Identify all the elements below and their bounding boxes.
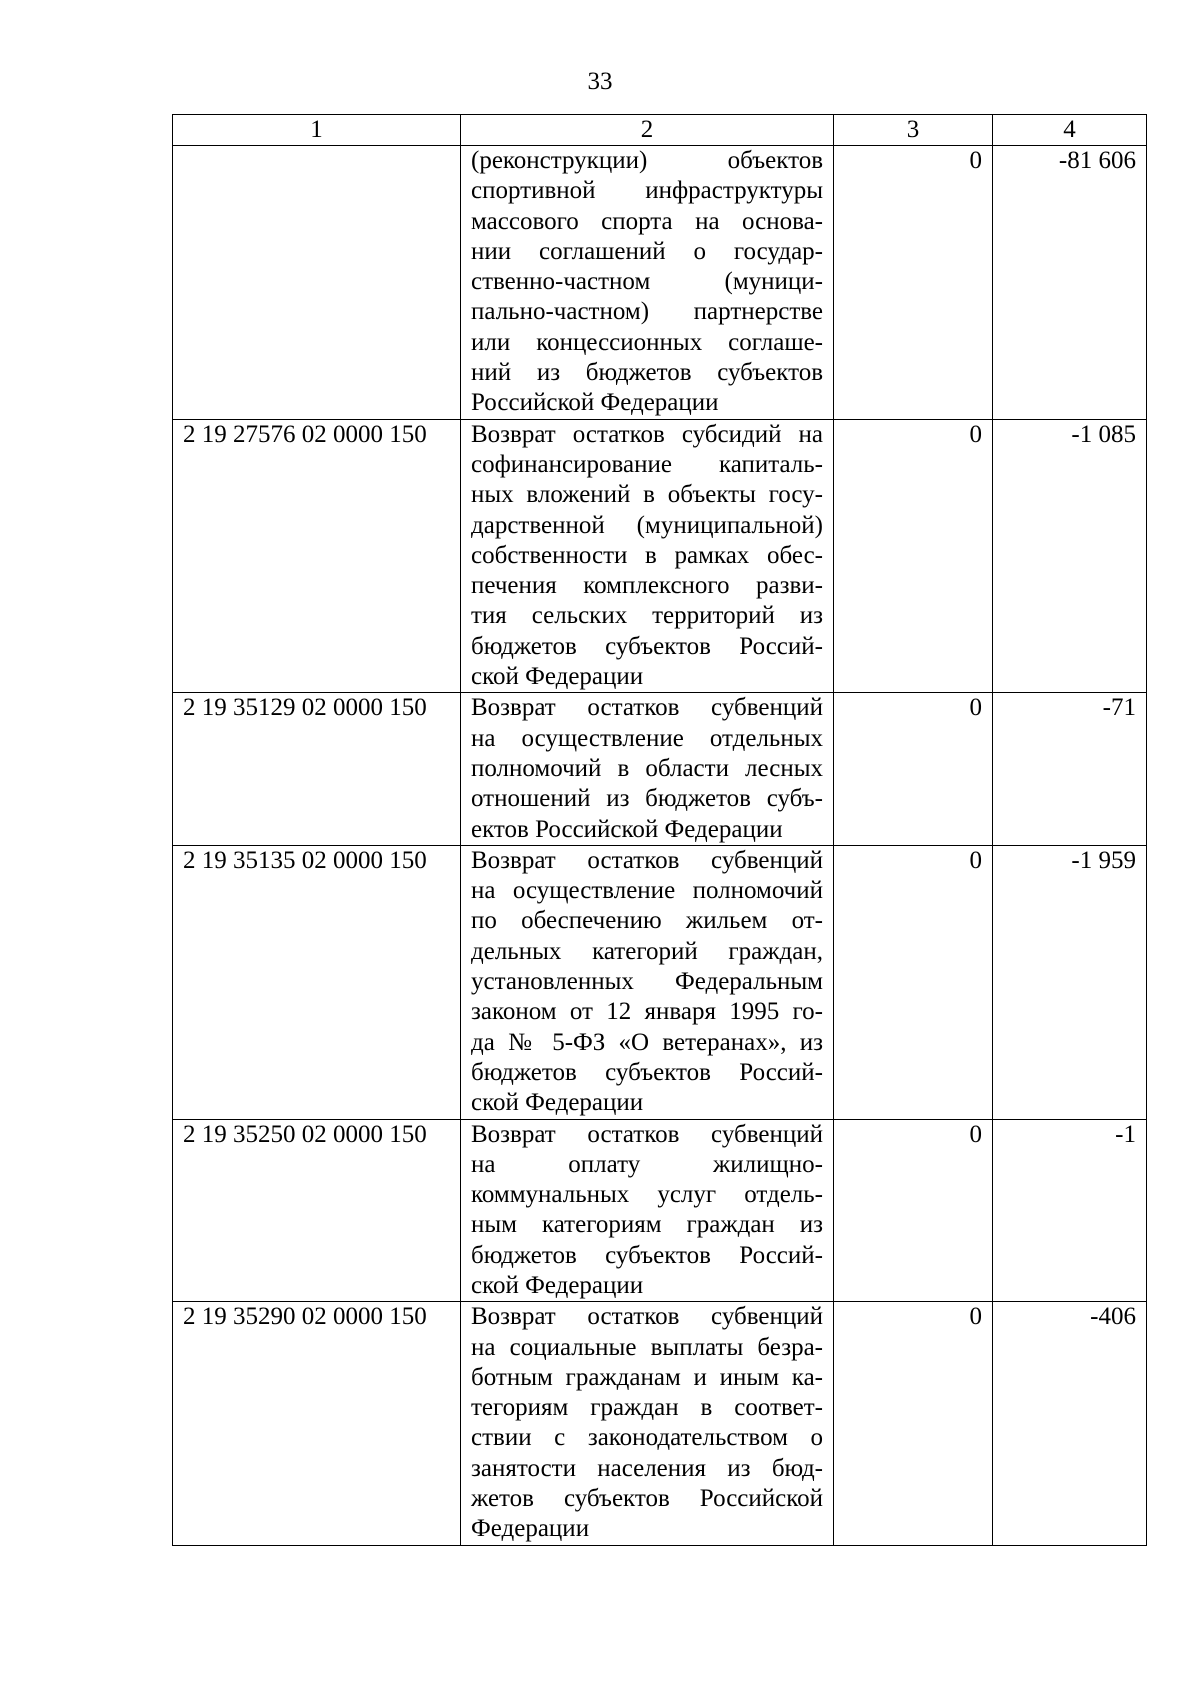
description-cell <box>461 845 834 1119</box>
budget-code-cell: 2 19 27576 02 0000 150 <box>173 419 461 693</box>
table-row <box>173 146 1147 420</box>
description-line: ний из бюджетов субъектов <box>471 359 823 387</box>
page-number: 33 <box>587 68 613 95</box>
column-header: 4 <box>993 115 1147 146</box>
description-line: законом от 12 января 1995 го- <box>471 998 823 1026</box>
description-line: или концессионных соглаше- <box>471 328 823 356</box>
description-line: жетов субъектов Российской <box>471 1485 823 1513</box>
table-row <box>173 845 1147 1119</box>
description-line: Возврат остатков субвенций <box>471 846 823 874</box>
budget-code-cell: 2 19 35135 02 0000 150 <box>173 845 461 1119</box>
description-line: ных вложений в объекты госу- <box>471 481 823 509</box>
description-line: Возврат остатков субсидий на <box>471 420 823 448</box>
description-line: занятости населения из бюд- <box>471 1454 823 1482</box>
description-cell <box>461 1119 834 1302</box>
description-line: полномочий в области лесных <box>471 754 823 782</box>
column-4-value: -406 <box>993 1302 1147 1545</box>
description-line: дельных категорий граждан, <box>471 937 823 965</box>
description-line: дарственной (муниципальной) <box>471 511 823 539</box>
description-line: ным категориям граждан из <box>471 1211 823 1239</box>
description-line: ской Федерации <box>471 1089 644 1117</box>
description-line: Возврат остатков субвенций <box>471 694 823 722</box>
description-line: печения комплексного разви- <box>471 572 823 600</box>
budget-code-cell <box>173 146 461 420</box>
description-cell <box>461 419 834 693</box>
description-line: на осуществление полномочий <box>471 877 823 905</box>
description-line: пально-частном) партнерстве <box>471 298 823 326</box>
description-line: ботным гражданам и иным ка- <box>471 1363 823 1391</box>
table-row <box>173 419 1147 693</box>
description-line: спортивной инфраструктуры <box>471 177 823 205</box>
description-line: ской Федерации <box>471 1271 644 1299</box>
description-line: Возврат остатков субвенций <box>471 1303 823 1331</box>
column-3-value: 0 <box>834 419 993 693</box>
description-line: массового спорта на основа- <box>471 207 823 235</box>
table-row <box>173 1119 1147 1302</box>
column-4-value: -81 606 <box>993 146 1147 420</box>
column-4-value: -1 085 <box>993 419 1147 693</box>
column-3-value: 0 <box>834 1119 993 1302</box>
description-line: на оплату жилищно- <box>471 1150 823 1178</box>
description-line: отношений из бюджетов субъ- <box>471 785 823 813</box>
description-line: тия сельских территорий из <box>471 602 823 630</box>
description-line: на социальные выплаты безра- <box>471 1333 823 1361</box>
column-3-value: 0 <box>834 1302 993 1545</box>
description-line: Возврат остатков субвенций <box>471 1120 823 1148</box>
description-line: на осуществление отдельных <box>471 724 823 752</box>
description-line: нии соглашений о государ- <box>471 237 823 265</box>
description-line: (реконструкции) объектов <box>471 147 823 174</box>
description-line: бюджетов субъектов Россий- <box>471 1058 823 1086</box>
table-header-row <box>173 115 1147 146</box>
description-line: ствии с законодательством о <box>471 1424 823 1452</box>
description-cell <box>461 693 834 845</box>
description-line: ственно-частном (муници- <box>471 268 823 296</box>
column-header: 3 <box>834 115 993 146</box>
description-line: установленных Федеральным <box>471 968 823 996</box>
column-3-value: 0 <box>834 693 993 845</box>
budget-code-cell: 2 19 35250 02 0000 150 <box>173 1119 461 1302</box>
budget-code-cell: 2 19 35290 02 0000 150 <box>173 1302 461 1545</box>
description-line: да № 5-ФЗ «О ветеранах», из <box>471 1028 823 1056</box>
description-cell <box>461 146 834 420</box>
description-line: Российской Федерации <box>471 389 719 417</box>
description-line: Федерации <box>471 1515 590 1543</box>
description-line: собственности в рамках обес- <box>471 541 823 569</box>
description-cell <box>461 1302 834 1545</box>
column-header: 2 <box>461 115 834 146</box>
table-row <box>173 693 1147 845</box>
table-row <box>173 1302 1147 1545</box>
column-header: 1 <box>173 115 461 146</box>
description-line: коммунальных услуг отдель- <box>471 1181 823 1209</box>
budget-table <box>172 114 1147 1546</box>
description-line: бюджетов субъектов Россий- <box>471 1241 823 1269</box>
table-body <box>173 146 1147 1546</box>
budget-code-cell: 2 19 35129 02 0000 150 <box>173 693 461 845</box>
description-line: ской Федерации <box>471 663 644 691</box>
description-line: тегориям граждан в соответ- <box>471 1394 823 1422</box>
column-4-value: -71 <box>993 693 1147 845</box>
column-4-value: -1 <box>993 1119 1147 1302</box>
description-line: по обеспечению жильем от- <box>471 907 823 935</box>
description-line: ектов Российской Федерации <box>471 815 783 843</box>
column-3-value: 0 <box>834 845 993 1119</box>
column-4-value: -1 959 <box>993 845 1147 1119</box>
description-line: бюджетов субъектов Россий- <box>471 632 823 660</box>
description-line: софинансирование капиталь- <box>471 450 823 478</box>
column-3-value: 0 <box>834 146 993 420</box>
